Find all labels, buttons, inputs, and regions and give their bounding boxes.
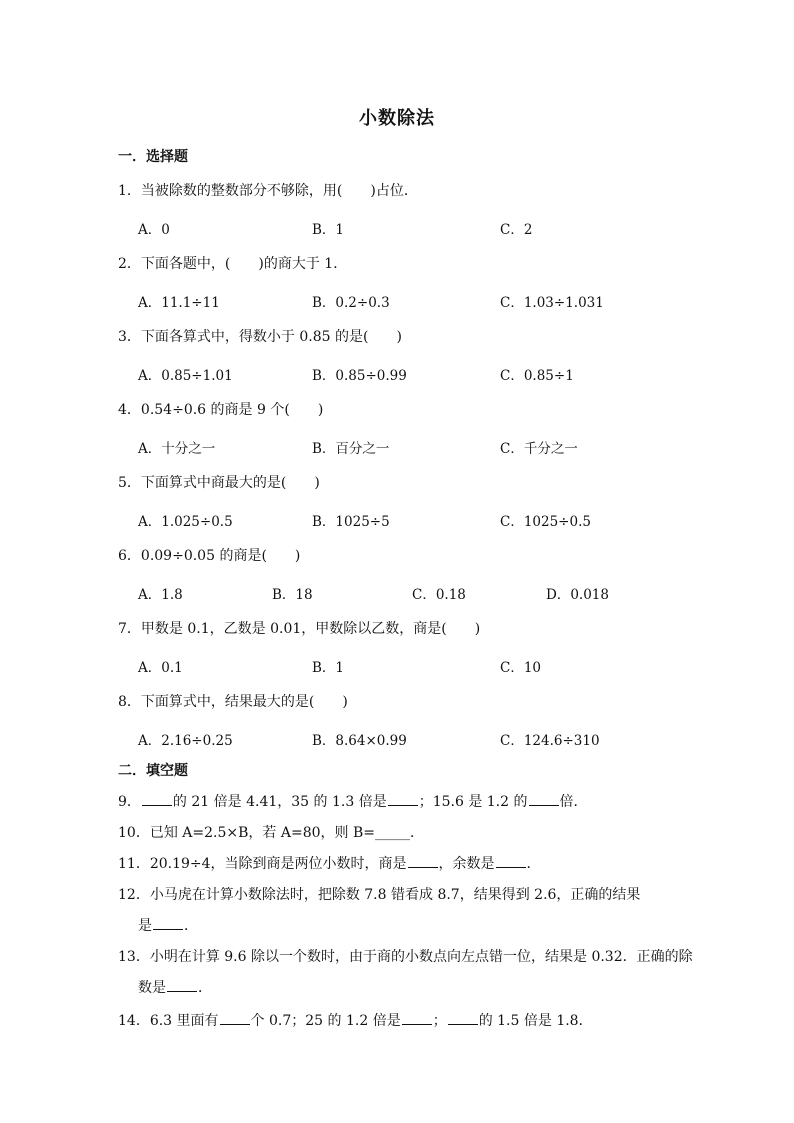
question-number: 12．: [118, 887, 150, 903]
question-text: 甲数是 0.1，乙数是 0.01，甲数除以乙数，商是(: [140, 621, 447, 637]
question-8: [118, 691, 348, 711]
option-c[interactable]: C．0.85÷1: [500, 368, 574, 384]
option-b[interactable]: B．18: [272, 587, 313, 603]
answer-blank[interactable]: [496, 853, 526, 868]
question-text: 的 21 倍是 4.41，35 的 1.3 倍是: [172, 794, 387, 810]
option-a[interactable]: A．0.1: [138, 660, 183, 676]
option-a[interactable]: A．0.85÷1.01: [138, 368, 233, 384]
question-text-end: ): [396, 329, 402, 345]
question-11: [118, 853, 541, 873]
answer-blank[interactable]: [408, 853, 438, 868]
options-7: [138, 656, 698, 676]
question-text: 个 0.7；25 的 1.2 倍是: [250, 1013, 401, 1029]
question-7: [118, 618, 480, 638]
option-c[interactable]: C．10: [500, 660, 542, 676]
answer-blank[interactable]: [448, 1010, 478, 1025]
option-c[interactable]: C．1025÷0.5: [500, 514, 591, 530]
question-number: 7．: [118, 621, 141, 637]
question-text: ；15.6 是 1.2 的: [418, 794, 528, 810]
question-2: [118, 253, 347, 273]
answer-blank[interactable]: [220, 1010, 250, 1025]
answer-blank[interactable]: [142, 791, 172, 806]
option-b[interactable]: B．0.2÷0.3: [312, 295, 390, 311]
option-a[interactable]: A．11.1÷11: [138, 295, 220, 311]
answer-blank[interactable]: [388, 791, 418, 806]
answer-blank[interactable]: [153, 915, 183, 930]
question-4: [118, 399, 323, 419]
question-1: [118, 180, 418, 200]
page-title: 小数除法: [359, 108, 435, 129]
question-number: 8．: [118, 694, 141, 710]
answer-blank[interactable]: [529, 791, 559, 806]
question-6: [118, 545, 300, 565]
option-a[interactable]: A．1.025÷0.5: [138, 514, 233, 530]
option-b[interactable]: B．8.64×0.99: [312, 733, 407, 749]
question-number: 4．: [118, 402, 141, 418]
option-c[interactable]: C．1.03÷1.031: [500, 295, 604, 311]
question-12-continued: [138, 915, 198, 935]
question-text-end: ): [342, 694, 348, 710]
question-text: 小明在计算 9.6 除以一个数时，由于商的小数点向左点错一位，结果是 0.32．正确的除: [149, 949, 693, 965]
question-text: 下面各题中，(: [140, 256, 231, 272]
question-9: [118, 791, 588, 811]
question-number: 6．: [118, 548, 141, 564]
question-number: 13．: [118, 949, 150, 965]
question-12: [118, 884, 640, 904]
question-text: 当被除数的整数部分不够除，用(: [140, 183, 343, 199]
option-c[interactable]: C．0.18: [412, 587, 466, 603]
question-text: 0.54÷0.6 的商是 9 个(: [140, 402, 290, 418]
option-c[interactable]: C．2: [500, 222, 533, 238]
question-number: 3．: [118, 329, 141, 345]
option-a[interactable]: A．2.16÷0.25: [138, 733, 233, 749]
option-b[interactable]: B．1: [312, 660, 345, 676]
answer-blank[interactable]: [402, 1010, 432, 1025]
options-5: [138, 510, 698, 530]
option-d[interactable]: D．0.018: [546, 587, 609, 603]
option-b[interactable]: B．百分之一: [312, 441, 390, 457]
question-5: [118, 472, 320, 492]
question-text-end: ): [474, 621, 481, 637]
options-1: [138, 218, 698, 238]
option-a[interactable]: A．1.8: [138, 587, 183, 603]
question-text: 已知 A=2.5×B，若 A=80，则 B=_____．: [149, 825, 424, 841]
options-3: [138, 364, 698, 384]
question-text-end: )的商大于 1．: [258, 256, 348, 272]
options-6: [138, 583, 698, 603]
question-text: 下面各算式中，得数小于 0.85 的是(: [140, 329, 369, 345]
question-text-end: ): [314, 475, 320, 491]
options-2: [138, 291, 698, 311]
question-13-continued: [138, 977, 212, 997]
question-text-end: ): [317, 402, 324, 418]
question-number: 9．: [118, 794, 141, 810]
question-text: 6.3 里面有: [149, 1013, 219, 1029]
question-text: 的 1.5 倍是 1.8．: [478, 1013, 593, 1029]
options-4: [138, 437, 698, 457]
question-text: 数是: [138, 980, 166, 996]
question-text: ．: [198, 980, 212, 996]
option-c[interactable]: C．124.6÷310: [500, 733, 600, 749]
question-number: 1．: [118, 183, 141, 199]
question-text: 是: [138, 918, 152, 934]
option-b[interactable]: B．1025÷5: [312, 514, 390, 530]
question-text: 20.19÷4，当除到商是两位小数时，商是: [149, 856, 407, 872]
option-b[interactable]: B．0.85÷0.99: [312, 368, 407, 384]
option-a[interactable]: A．十分之一: [138, 441, 216, 457]
section-fill-heading: 二．填空题: [118, 763, 188, 779]
question-text: 0.09÷0.05 的商是(: [140, 548, 267, 564]
question-text: ．: [526, 856, 541, 872]
option-a[interactable]: A．0: [138, 222, 170, 238]
question-number: 14．: [118, 1013, 150, 1029]
question-number: 5．: [118, 475, 141, 491]
question-number: 2．: [118, 256, 141, 272]
question-13: [118, 946, 693, 966]
question-text: ，余数是: [438, 856, 495, 872]
question-text: ；: [432, 1013, 447, 1029]
question-text: 下面算式中，结果最大的是(: [140, 694, 315, 710]
option-c[interactable]: C．千分之一: [500, 441, 578, 457]
option-b[interactable]: B．1: [312, 222, 345, 238]
question-number: 11．: [118, 856, 150, 872]
question-10: [118, 822, 424, 842]
question-text: 下面算式中商最大的是(: [140, 475, 287, 491]
question-number: 10．: [118, 825, 150, 841]
question-text: 倍．: [559, 794, 588, 810]
section-choice-heading: 一．选择题: [118, 149, 188, 165]
question-text-end: )占位．: [370, 183, 418, 199]
question-text-end: ): [294, 548, 301, 564]
question-3: [118, 326, 402, 346]
question-14: [118, 1010, 593, 1030]
question-text: 小马虎在计算小数除法时，把除数 7.8 错看成 8.7，结果得到 2.6，正确的结果: [149, 887, 641, 903]
answer-blank[interactable]: [167, 977, 197, 992]
options-8: [138, 729, 698, 749]
question-text: ．: [184, 918, 198, 934]
